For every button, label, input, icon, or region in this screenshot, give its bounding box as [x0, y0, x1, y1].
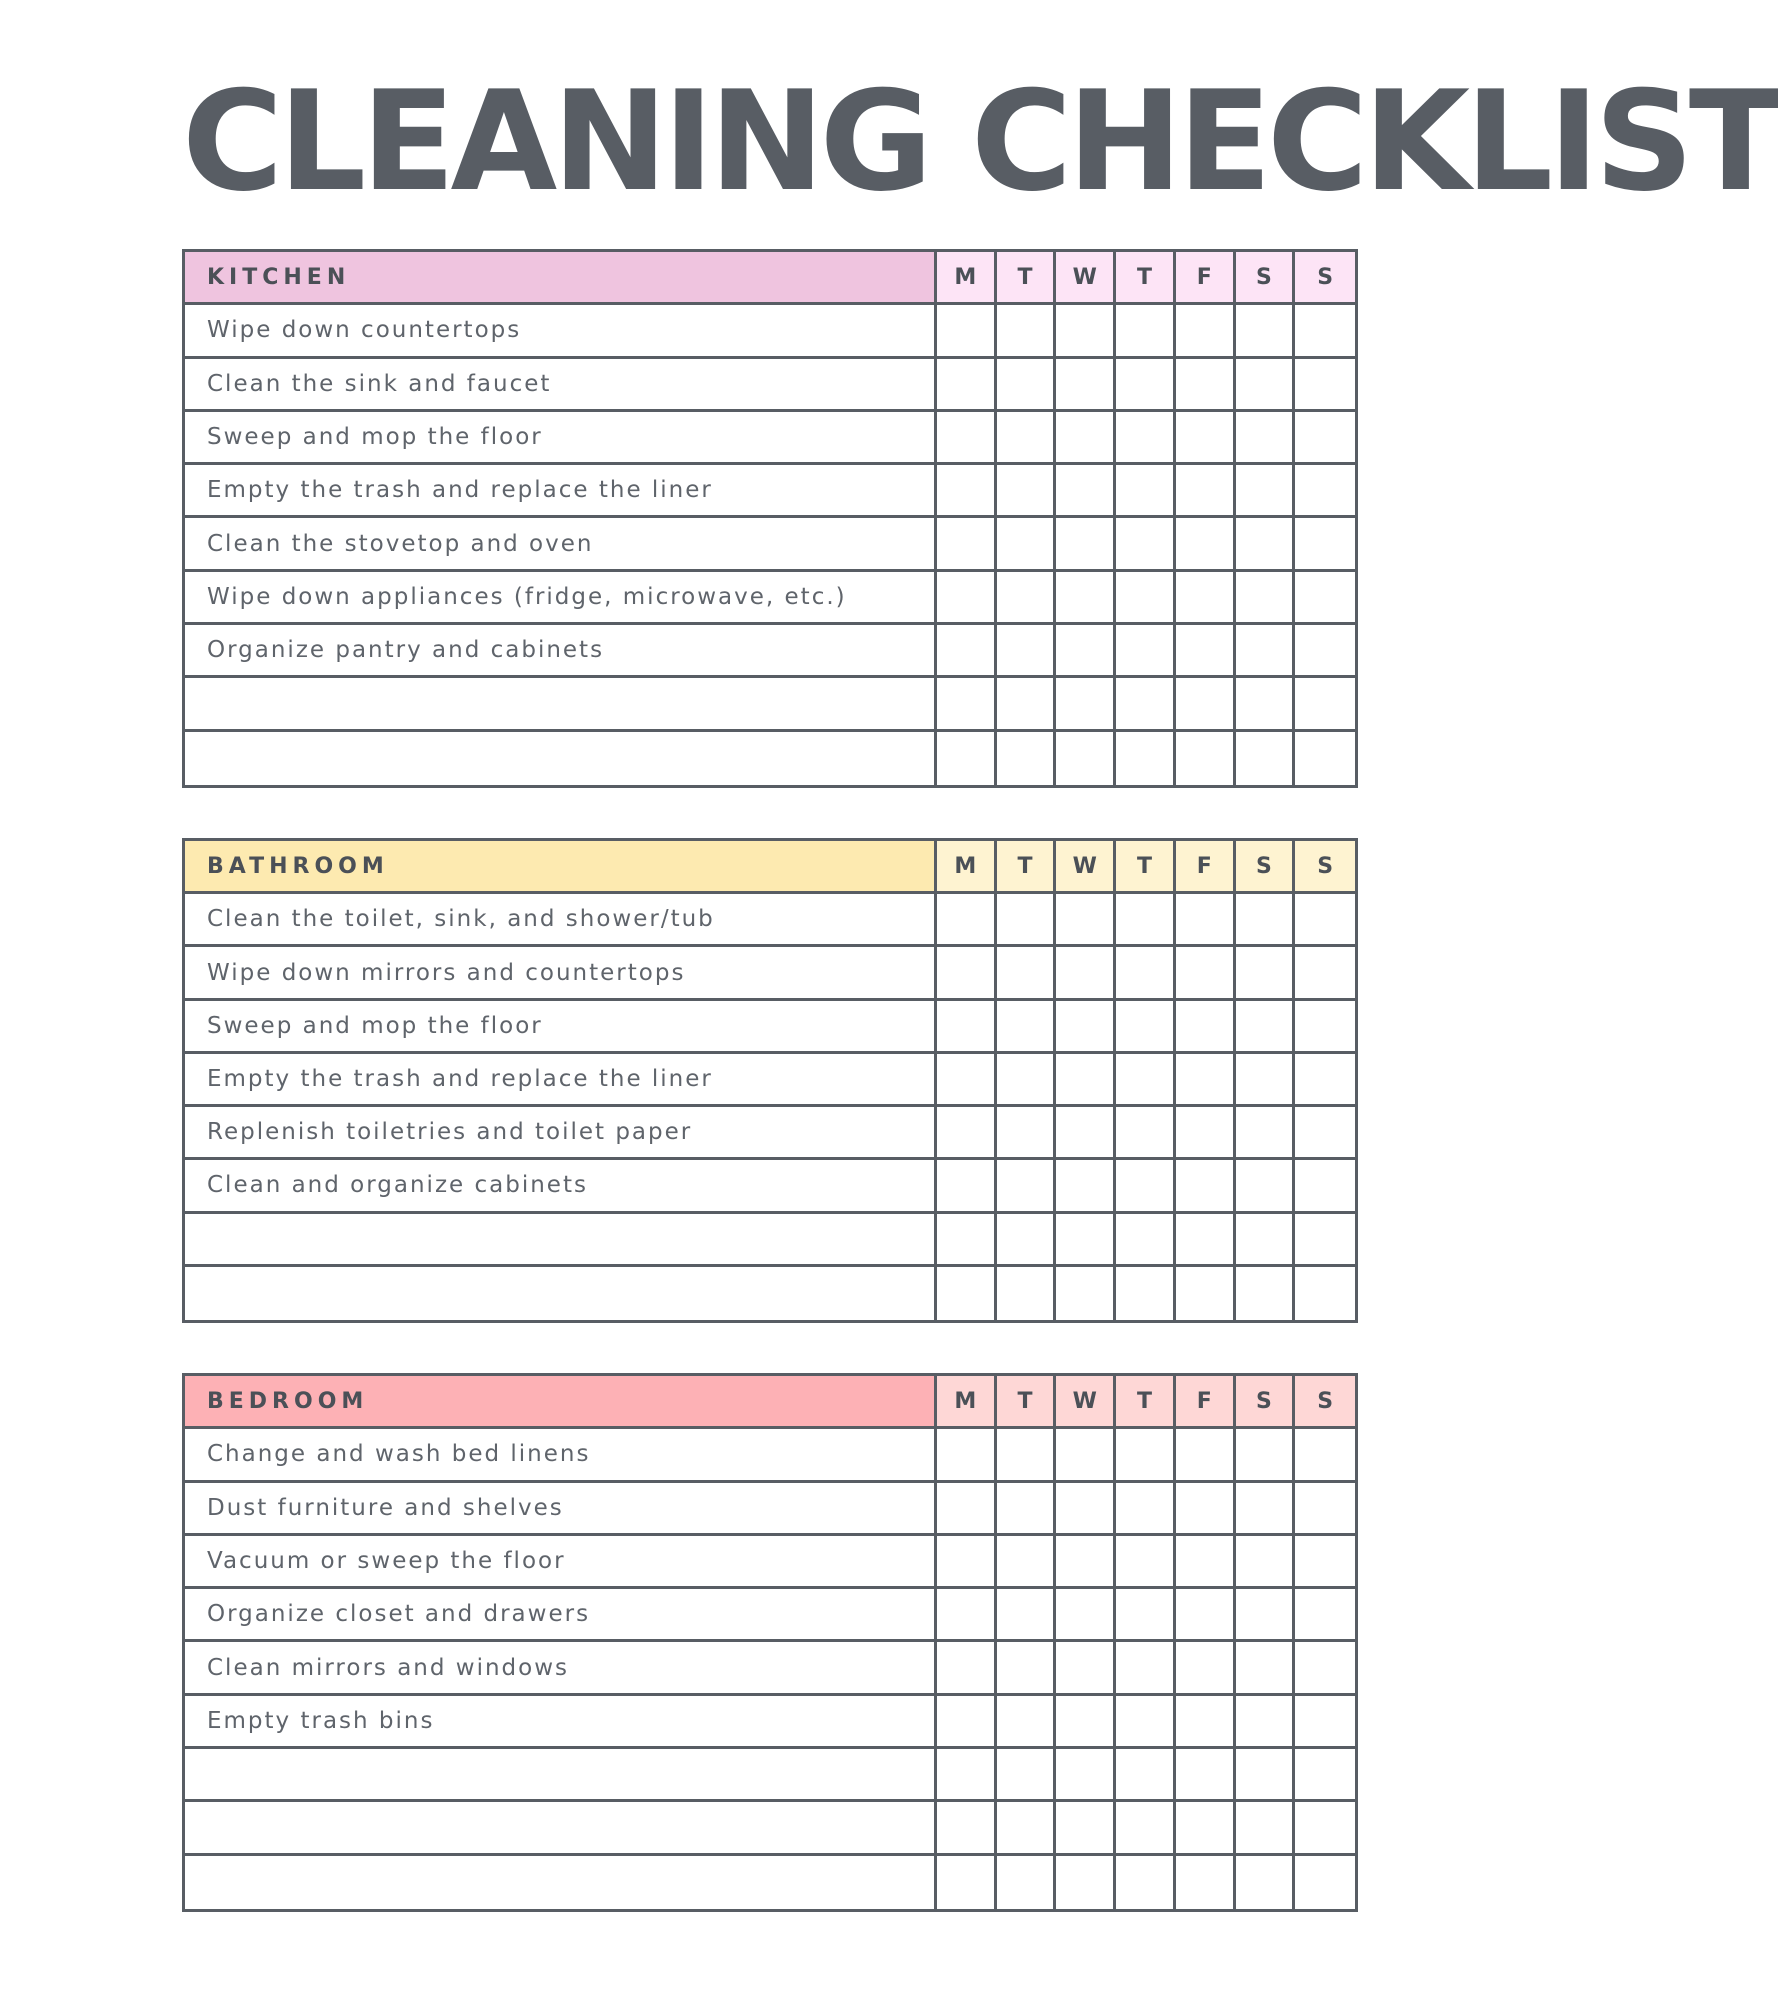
task-label: Wipe down mirrors and countertops — [185, 947, 937, 1000]
day-checkbox[interactable] — [1116, 1749, 1176, 1802]
day-checkbox[interactable] — [1056, 1107, 1116, 1160]
day-checkbox[interactable] — [1056, 1054, 1116, 1107]
task-label — [185, 732, 937, 785]
bedroom-section-title: BEDROOM — [185, 1376, 937, 1429]
bedroom-day-header: S — [1295, 1376, 1355, 1429]
day-checkbox[interactable] — [997, 1589, 1057, 1642]
day-checkbox[interactable] — [1056, 465, 1116, 518]
day-checkbox[interactable] — [1295, 1001, 1355, 1054]
day-checkbox[interactable] — [1116, 947, 1176, 1000]
day-checkbox[interactable] — [1236, 1214, 1296, 1267]
day-checkbox[interactable] — [1056, 1802, 1116, 1855]
day-checkbox[interactable] — [1236, 465, 1296, 518]
task-label: Wipe down countertops — [185, 305, 937, 358]
day-checkbox[interactable] — [997, 1696, 1057, 1749]
day-checkbox[interactable] — [1295, 678, 1355, 731]
day-checkbox[interactable] — [937, 732, 997, 785]
task-label — [185, 1802, 937, 1855]
day-checkbox[interactable] — [1116, 678, 1176, 731]
day-checkbox[interactable] — [937, 1107, 997, 1160]
day-checkbox[interactable] — [1116, 1696, 1176, 1749]
day-checkbox[interactable] — [1295, 1589, 1355, 1642]
day-checkbox[interactable] — [1176, 1429, 1236, 1482]
day-checkbox[interactable] — [937, 1856, 997, 1909]
day-checkbox[interactable] — [1056, 947, 1116, 1000]
bedroom-checklist — [182, 1373, 1358, 1912]
day-checkbox[interactable] — [1116, 1054, 1176, 1107]
day-checkbox[interactable] — [937, 518, 997, 571]
day-checkbox[interactable] — [1056, 1749, 1116, 1802]
day-checkbox[interactable] — [937, 359, 997, 412]
task-label: Sweep and mop the floor — [185, 412, 937, 465]
day-checkbox[interactable] — [1056, 305, 1116, 358]
day-checkbox[interactable] — [937, 1214, 997, 1267]
day-checkbox[interactable] — [1116, 518, 1176, 571]
day-checkbox[interactable] — [1116, 1429, 1176, 1482]
day-checkbox[interactable] — [1236, 572, 1296, 625]
bedroom-day-header: T — [997, 1376, 1057, 1429]
day-checkbox[interactable] — [1116, 1160, 1176, 1213]
bedroom-day-header: S — [1236, 1376, 1296, 1429]
task-label: Clean the stovetop and oven — [185, 518, 937, 571]
day-checkbox[interactable] — [1176, 1696, 1236, 1749]
day-checkbox[interactable] — [1295, 1429, 1355, 1482]
day-checkbox[interactable] — [937, 1267, 997, 1320]
day-checkbox[interactable] — [937, 625, 997, 678]
day-checkbox[interactable] — [1236, 1856, 1296, 1909]
day-checkbox[interactable] — [1176, 518, 1236, 571]
day-checkbox[interactable] — [1176, 678, 1236, 731]
day-checkbox[interactable] — [1176, 359, 1236, 412]
task-label — [185, 1856, 937, 1909]
day-checkbox[interactable] — [1056, 1160, 1116, 1213]
day-checkbox[interactable] — [1295, 518, 1355, 571]
day-checkbox[interactable] — [1056, 518, 1116, 571]
day-checkbox[interactable] — [1236, 1483, 1296, 1536]
day-checkbox[interactable] — [1176, 1054, 1236, 1107]
day-checkbox[interactable] — [1236, 359, 1296, 412]
bathroom-day-header: S — [1236, 841, 1296, 894]
day-checkbox[interactable] — [1116, 1856, 1176, 1909]
day-checkbox[interactable] — [1176, 305, 1236, 358]
day-checkbox[interactable] — [1236, 1054, 1296, 1107]
task-label — [185, 1267, 937, 1320]
task-label: Clean the toilet, sink, and shower/tub — [185, 894, 937, 947]
day-checkbox[interactable] — [1295, 1054, 1355, 1107]
day-checkbox[interactable] — [1295, 1536, 1355, 1589]
day-checkbox[interactable] — [1295, 1642, 1355, 1695]
day-checkbox[interactable] — [1056, 678, 1116, 731]
day-checkbox[interactable] — [1236, 305, 1296, 358]
bedroom-day-header: M — [937, 1376, 997, 1429]
day-checkbox[interactable] — [1236, 412, 1296, 465]
day-checkbox[interactable] — [1056, 1856, 1116, 1909]
day-checkbox[interactable] — [997, 1429, 1057, 1482]
bedroom-day-header: W — [1056, 1376, 1116, 1429]
day-checkbox[interactable] — [1056, 1001, 1116, 1054]
day-checkbox[interactable] — [1176, 1214, 1236, 1267]
kitchen-day-header: T — [997, 252, 1057, 305]
day-checkbox[interactable] — [1236, 1802, 1296, 1855]
day-checkbox[interactable] — [997, 465, 1057, 518]
kitchen-day-header: T — [1116, 252, 1176, 305]
day-checkbox[interactable] — [1176, 572, 1236, 625]
day-checkbox[interactable] — [1176, 465, 1236, 518]
day-checkbox[interactable] — [1236, 1642, 1296, 1695]
day-checkbox[interactable] — [997, 1214, 1057, 1267]
day-checkbox[interactable] — [937, 894, 997, 947]
day-checkbox[interactable] — [937, 1642, 997, 1695]
task-label: Change and wash bed linens — [185, 1429, 937, 1482]
day-checkbox[interactable] — [1116, 732, 1176, 785]
day-checkbox[interactable] — [997, 625, 1057, 678]
day-checkbox[interactable] — [937, 412, 997, 465]
task-label: Replenish toiletries and toilet paper — [185, 1107, 937, 1160]
kitchen-day-header: S — [1295, 252, 1355, 305]
day-checkbox[interactable] — [937, 1429, 997, 1482]
day-checkbox[interactable] — [1295, 1214, 1355, 1267]
day-checkbox[interactable] — [937, 1001, 997, 1054]
day-checkbox[interactable] — [937, 1749, 997, 1802]
day-checkbox[interactable] — [1295, 1107, 1355, 1160]
day-checkbox[interactable] — [997, 1749, 1057, 1802]
kitchen-day-header: W — [1056, 252, 1116, 305]
day-checkbox[interactable] — [1056, 1429, 1116, 1482]
day-checkbox[interactable] — [997, 1642, 1057, 1695]
day-checkbox[interactable] — [937, 465, 997, 518]
task-label: Empty trash bins — [185, 1696, 937, 1749]
task-label: Empty the trash and replace the liner — [185, 465, 937, 518]
day-checkbox[interactable] — [1116, 625, 1176, 678]
day-checkbox[interactable] — [1176, 1483, 1236, 1536]
task-label: Dust furniture and shelves — [185, 1483, 937, 1536]
day-checkbox[interactable] — [1236, 1267, 1296, 1320]
day-checkbox[interactable] — [937, 572, 997, 625]
day-checkbox[interactable] — [1176, 412, 1236, 465]
day-checkbox[interactable] — [1236, 1160, 1296, 1213]
day-checkbox[interactable] — [1176, 947, 1236, 1000]
day-checkbox[interactable] — [997, 518, 1057, 571]
day-checkbox[interactable] — [1116, 1536, 1176, 1589]
day-checkbox[interactable] — [1056, 1696, 1116, 1749]
day-checkbox[interactable] — [1295, 894, 1355, 947]
task-label: Clean mirrors and windows — [185, 1642, 937, 1695]
day-checkbox[interactable] — [1116, 1642, 1176, 1695]
task-label: Vacuum or sweep the floor — [185, 1536, 937, 1589]
day-checkbox[interactable] — [1236, 1696, 1296, 1749]
day-checkbox[interactable] — [1236, 1536, 1296, 1589]
day-checkbox[interactable] — [997, 412, 1057, 465]
day-checkbox[interactable] — [1176, 1536, 1236, 1589]
day-checkbox[interactable] — [1236, 1107, 1296, 1160]
day-checkbox[interactable] — [1176, 1107, 1236, 1160]
day-checkbox[interactable] — [997, 572, 1057, 625]
day-checkbox[interactable] — [1116, 359, 1176, 412]
day-checkbox[interactable] — [1236, 894, 1296, 947]
task-label — [185, 678, 937, 731]
task-label — [185, 1214, 937, 1267]
day-checkbox[interactable] — [1295, 1856, 1355, 1909]
day-checkbox[interactable] — [1236, 1749, 1296, 1802]
day-checkbox[interactable] — [937, 678, 997, 731]
day-checkbox[interactable] — [1056, 412, 1116, 465]
kitchen-section-title: KITCHEN — [185, 252, 937, 305]
day-checkbox[interactable] — [1295, 1749, 1355, 1802]
day-checkbox[interactable] — [937, 1160, 997, 1213]
day-checkbox[interactable] — [1116, 465, 1176, 518]
day-checkbox[interactable] — [1056, 1536, 1116, 1589]
kitchen-day-header: M — [937, 252, 997, 305]
task-label: Clean the sink and faucet — [185, 359, 937, 412]
day-checkbox[interactable] — [1176, 1001, 1236, 1054]
day-checkbox[interactable] — [1176, 1589, 1236, 1642]
day-checkbox[interactable] — [997, 1001, 1057, 1054]
task-label: Organize closet and drawers — [185, 1589, 937, 1642]
day-checkbox[interactable] — [997, 1107, 1057, 1160]
day-checkbox[interactable] — [1236, 732, 1296, 785]
day-checkbox[interactable] — [997, 305, 1057, 358]
day-checkbox[interactable] — [1056, 359, 1116, 412]
day-checkbox[interactable] — [997, 894, 1057, 947]
day-checkbox[interactable] — [1176, 1642, 1236, 1695]
day-checkbox[interactable] — [937, 1802, 997, 1855]
day-checkbox[interactable] — [1176, 1749, 1236, 1802]
task-label: Sweep and mop the floor — [185, 1001, 937, 1054]
day-checkbox[interactable] — [1295, 1483, 1355, 1536]
bathroom-day-header: S — [1295, 841, 1355, 894]
day-checkbox[interactable] — [997, 1536, 1057, 1589]
day-checkbox[interactable] — [997, 1267, 1057, 1320]
day-checkbox[interactable] — [1176, 625, 1236, 678]
day-checkbox[interactable] — [1236, 678, 1296, 731]
day-checkbox[interactable] — [997, 1802, 1057, 1855]
day-checkbox[interactable] — [997, 1054, 1057, 1107]
day-checkbox[interactable] — [1295, 1160, 1355, 1213]
day-checkbox[interactable] — [937, 1483, 997, 1536]
day-checkbox[interactable] — [1176, 732, 1236, 785]
day-checkbox[interactable] — [1176, 1160, 1236, 1213]
day-checkbox[interactable] — [937, 947, 997, 1000]
day-checkbox[interactable] — [997, 1856, 1057, 1909]
day-checkbox[interactable] — [1116, 1483, 1176, 1536]
day-checkbox[interactable] — [1116, 1001, 1176, 1054]
kitchen-checklist — [182, 249, 1358, 788]
day-checkbox[interactable] — [937, 1054, 997, 1107]
bathroom-day-header: T — [1116, 841, 1176, 894]
day-checkbox[interactable] — [937, 1696, 997, 1749]
page-title: CLEANING CHECKLIST — [182, 61, 1778, 222]
day-checkbox[interactable] — [1056, 625, 1116, 678]
bathroom-day-header: W — [1056, 841, 1116, 894]
day-checkbox[interactable] — [1176, 1802, 1236, 1855]
day-checkbox[interactable] — [1236, 1429, 1296, 1482]
task-label — [185, 1749, 937, 1802]
day-checkbox[interactable] — [1116, 1589, 1176, 1642]
day-checkbox[interactable] — [1295, 359, 1355, 412]
day-checkbox[interactable] — [1116, 894, 1176, 947]
bedroom-day-header: T — [1116, 1376, 1176, 1429]
day-checkbox[interactable] — [1295, 465, 1355, 518]
day-checkbox[interactable] — [1056, 1642, 1116, 1695]
bathroom-checklist — [182, 838, 1358, 1323]
day-checkbox[interactable] — [1295, 947, 1355, 1000]
day-checkbox[interactable] — [1295, 305, 1355, 358]
day-checkbox[interactable] — [1116, 1214, 1176, 1267]
day-checkbox[interactable] — [937, 1589, 997, 1642]
day-checkbox[interactable] — [1295, 572, 1355, 625]
day-checkbox[interactable] — [1176, 1856, 1236, 1909]
day-checkbox[interactable] — [1176, 894, 1236, 947]
day-checkbox[interactable] — [1236, 518, 1296, 571]
day-checkbox[interactable] — [1056, 1267, 1116, 1320]
day-checkbox[interactable] — [1056, 1589, 1116, 1642]
day-checkbox[interactable] — [1116, 1802, 1176, 1855]
day-checkbox[interactable] — [1056, 732, 1116, 785]
kitchen-day-header: F — [1176, 252, 1236, 305]
day-checkbox[interactable] — [1116, 1267, 1176, 1320]
day-checkbox[interactable] — [1295, 732, 1355, 785]
day-checkbox[interactable] — [1295, 412, 1355, 465]
day-checkbox[interactable] — [1295, 1267, 1355, 1320]
task-label: Clean and organize cabinets — [185, 1160, 937, 1213]
bathroom-section-title: BATHROOM — [185, 841, 937, 894]
day-checkbox[interactable] — [937, 1536, 997, 1589]
day-checkbox[interactable] — [937, 305, 997, 358]
day-checkbox[interactable] — [1056, 572, 1116, 625]
day-checkbox[interactable] — [1236, 1001, 1296, 1054]
bathroom-day-header: M — [937, 841, 997, 894]
day-checkbox[interactable] — [997, 947, 1057, 1000]
day-checkbox[interactable] — [1116, 572, 1176, 625]
bathroom-day-header: F — [1176, 841, 1236, 894]
day-checkbox[interactable] — [997, 732, 1057, 785]
task-label: Wipe down appliances (fridge, microwave, etc.) — [185, 572, 937, 625]
day-checkbox[interactable] — [1056, 894, 1116, 947]
day-checkbox[interactable] — [1236, 1589, 1296, 1642]
day-checkbox[interactable] — [1236, 625, 1296, 678]
day-checkbox[interactable] — [997, 359, 1057, 412]
task-label: Empty the trash and replace the liner — [185, 1054, 937, 1107]
task-label: Organize pantry and cabinets — [185, 625, 937, 678]
bedroom-day-header: F — [1176, 1376, 1236, 1429]
day-checkbox[interactable] — [1116, 412, 1176, 465]
day-checkbox[interactable] — [1295, 1802, 1355, 1855]
day-checkbox[interactable] — [1056, 1483, 1116, 1536]
day-checkbox[interactable] — [1056, 1214, 1116, 1267]
day-checkbox[interactable] — [1116, 305, 1176, 358]
day-checkbox[interactable] — [1176, 1267, 1236, 1320]
day-checkbox[interactable] — [1295, 1696, 1355, 1749]
day-checkbox[interactable] — [997, 1483, 1057, 1536]
kitchen-day-header: S — [1236, 252, 1296, 305]
day-checkbox[interactable] — [1295, 625, 1355, 678]
day-checkbox[interactable] — [1236, 947, 1296, 1000]
day-checkbox[interactable] — [997, 678, 1057, 731]
day-checkbox[interactable] — [1116, 1107, 1176, 1160]
bathroom-day-header: T — [997, 841, 1057, 894]
day-checkbox[interactable] — [997, 1160, 1057, 1213]
